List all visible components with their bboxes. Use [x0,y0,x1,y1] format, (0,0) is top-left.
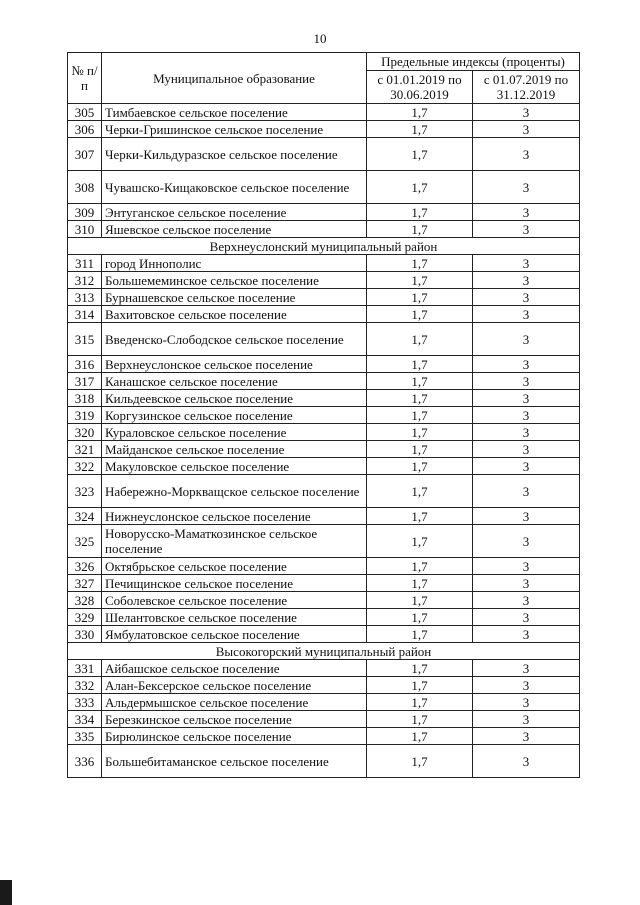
row-index-period-1: 1,7 [367,441,473,458]
table-body [68,104,580,778]
row-index-period-1: 1,7 [367,660,473,677]
row-municipality: Черки-Кильдуразское сельское поселение [102,138,367,171]
row-index-period-2: 3 [473,373,580,390]
row-number: 306 [68,121,102,138]
header-period-1: с 01.01.2019 по 30.06.2019 [367,71,473,104]
table-row [68,745,580,778]
table-row [68,575,580,592]
table-row [68,204,580,221]
row-index-period-2: 3 [473,441,580,458]
row-municipality: Ямбулатовское сельское поселение [102,626,367,643]
row-municipality: Айбашское сельское поселение [102,660,367,677]
row-index-period-2: 3 [473,575,580,592]
row-index-period-2: 3 [473,390,580,407]
table-row [68,694,580,711]
table-row [68,592,580,609]
row-index-period-1: 1,7 [367,525,473,558]
row-number: 310 [68,221,102,238]
row-municipality: Бирюлинское сельское поселение [102,728,367,745]
row-number: 328 [68,592,102,609]
row-index-period-1: 1,7 [367,626,473,643]
table-row [68,221,580,238]
row-index-period-2: 3 [473,660,580,677]
row-number: 331 [68,660,102,677]
table-row [68,525,580,558]
table-row [68,508,580,525]
row-index-period-1: 1,7 [367,289,473,306]
row-index-period-1: 1,7 [367,694,473,711]
table-row [68,626,580,643]
row-municipality: Большемеминское сельское поселение [102,272,367,289]
row-index-period-1: 1,7 [367,407,473,424]
row-municipality: Кураловское сельское поселение [102,424,367,441]
row-index-period-1: 1,7 [367,272,473,289]
row-municipality: Верхнеуслонское сельское поселение [102,356,367,373]
row-municipality: Бурнашевское сельское поселение [102,289,367,306]
row-index-period-1: 1,7 [367,592,473,609]
table-row [68,255,580,272]
section-title: Высокогорский муниципальный район [68,643,580,660]
row-municipality: Алан-Бексерское сельское поселение [102,677,367,694]
row-index-period-1: 1,7 [367,221,473,238]
row-index-period-1: 1,7 [367,373,473,390]
row-municipality: Шелантовское сельское поселение [102,609,367,626]
row-number: 332 [68,677,102,694]
row-index-period-2: 3 [473,289,580,306]
row-number: 330 [68,626,102,643]
row-index-period-2: 3 [473,728,580,745]
row-number: 324 [68,508,102,525]
section-row [68,238,580,255]
row-index-period-1: 1,7 [367,508,473,525]
table-row [68,677,580,694]
row-index-period-1: 1,7 [367,575,473,592]
row-municipality: Кильдеевское сельское поселение [102,390,367,407]
row-number: 317 [68,373,102,390]
table-row [68,104,580,121]
table-row [68,660,580,677]
table-row [68,373,580,390]
section-row [68,643,580,660]
row-index-period-2: 3 [473,204,580,221]
row-index-period-2: 3 [473,121,580,138]
table-row [68,407,580,424]
row-index-period-2: 3 [473,356,580,373]
row-index-period-1: 1,7 [367,306,473,323]
row-municipality: Октябрьское сельское поселение [102,558,367,575]
row-municipality: Введенско-Слободское сельское поселение [102,323,367,356]
row-index-period-1: 1,7 [367,745,473,778]
table-row [68,356,580,373]
row-number: 312 [68,272,102,289]
row-number: 329 [68,609,102,626]
row-index-period-1: 1,7 [367,711,473,728]
row-index-period-2: 3 [473,711,580,728]
row-municipality: Березкинское сельское поселение [102,711,367,728]
row-municipality: Черки-Гришинское сельское поселение [102,121,367,138]
table-row [68,289,580,306]
row-municipality: Печищинское сельское поселение [102,575,367,592]
table-row [68,711,580,728]
row-number: 313 [68,289,102,306]
row-number: 327 [68,575,102,592]
table-row [68,121,580,138]
page-number: 10 [313,31,327,46]
row-index-period-2: 3 [473,171,580,204]
row-number: 321 [68,441,102,458]
row-number: 335 [68,728,102,745]
header-num: № п/п [68,53,102,104]
row-index-period-1: 1,7 [367,475,473,508]
row-index-period-1: 1,7 [367,255,473,272]
row-index-period-2: 3 [473,424,580,441]
row-index-period-2: 3 [473,694,580,711]
header-indices-group: Предельные индексы (проценты) [367,53,580,71]
table-row [68,390,580,407]
row-municipality: Тимбаевское сельское поселение [102,104,367,121]
row-index-period-2: 3 [473,323,580,356]
row-municipality: Чувашско-Кищаковское сельское поселение [102,171,367,204]
row-number: 322 [68,458,102,475]
row-index-period-1: 1,7 [367,458,473,475]
row-index-period-2: 3 [473,592,580,609]
table-header-row [68,53,580,71]
row-index-period-1: 1,7 [367,609,473,626]
row-index-period-1: 1,7 [367,677,473,694]
row-number: 325 [68,525,102,558]
row-number: 326 [68,558,102,575]
row-municipality: Энтуганское сельское поселение [102,204,367,221]
row-index-period-2: 3 [473,306,580,323]
row-index-period-2: 3 [473,255,580,272]
table-row [68,475,580,508]
table-row [68,609,580,626]
row-number: 323 [68,475,102,508]
row-number: 311 [68,255,102,272]
row-number: 316 [68,356,102,373]
row-number: 334 [68,711,102,728]
row-index-period-2: 3 [473,272,580,289]
row-number: 318 [68,390,102,407]
row-municipality: Соболевское сельское поселение [102,592,367,609]
row-municipality: Новорусско-Маматкозинское сельское поселение [102,525,367,558]
header-municipality: Муниципальное образование [102,53,367,104]
scan-edge-mark [0,880,12,905]
row-index-period-2: 3 [473,745,580,778]
row-index-period-1: 1,7 [367,104,473,121]
row-index-period-2: 3 [473,677,580,694]
row-index-period-1: 1,7 [367,424,473,441]
row-index-period-1: 1,7 [367,204,473,221]
row-index-period-2: 3 [473,609,580,626]
table-row [68,424,580,441]
row-number: 309 [68,204,102,221]
row-index-period-2: 3 [473,221,580,238]
section-title: Верхнеуслонский муниципальный район [68,238,580,255]
row-index-period-1: 1,7 [367,171,473,204]
row-municipality: Канашское сельское поселение [102,373,367,390]
row-municipality: Набережно-Моркващское сельское поселение [102,475,367,508]
row-index-period-1: 1,7 [367,138,473,171]
row-index-period-2: 3 [473,104,580,121]
row-number: 307 [68,138,102,171]
header-period-2: с 01.07.2019 по 31.12.2019 [473,71,580,104]
table-row [68,458,580,475]
row-index-period-1: 1,7 [367,323,473,356]
row-number: 320 [68,424,102,441]
row-municipality: Большебитаманское сельское поселение [102,745,367,778]
row-municipality: Нижнеуслонское сельское поселение [102,508,367,525]
table-row [68,171,580,204]
row-index-period-1: 1,7 [367,390,473,407]
row-number: 336 [68,745,102,778]
row-index-period-1: 1,7 [367,728,473,745]
row-index-period-2: 3 [473,558,580,575]
table-row [68,441,580,458]
row-number: 333 [68,694,102,711]
row-number: 315 [68,323,102,356]
row-municipality: Яшевское сельское поселение [102,221,367,238]
row-number: 305 [68,104,102,121]
row-municipality: Макуловское сельское поселение [102,458,367,475]
table-row [68,728,580,745]
row-index-period-1: 1,7 [367,558,473,575]
row-municipality: Альдермышское сельское поселение [102,694,367,711]
table-row [68,323,580,356]
row-number: 308 [68,171,102,204]
row-number: 319 [68,407,102,424]
row-index-period-2: 3 [473,525,580,558]
row-index-period-2: 3 [473,626,580,643]
row-index-period-2: 3 [473,508,580,525]
row-index-period-2: 3 [473,138,580,171]
table-row [68,138,580,171]
row-municipality: Майданское сельское поселение [102,441,367,458]
row-index-period-1: 1,7 [367,356,473,373]
row-number: 314 [68,306,102,323]
indices-table [67,52,580,778]
row-municipality: город Иннополис [102,255,367,272]
row-index-period-2: 3 [473,458,580,475]
row-index-period-2: 3 [473,475,580,508]
row-index-period-1: 1,7 [367,121,473,138]
table-row [68,272,580,289]
row-municipality: Вахитовское сельское поселение [102,306,367,323]
row-municipality: Коргузинское сельское поселение [102,407,367,424]
table-row [68,558,580,575]
table-row [68,306,580,323]
row-index-period-2: 3 [473,407,580,424]
